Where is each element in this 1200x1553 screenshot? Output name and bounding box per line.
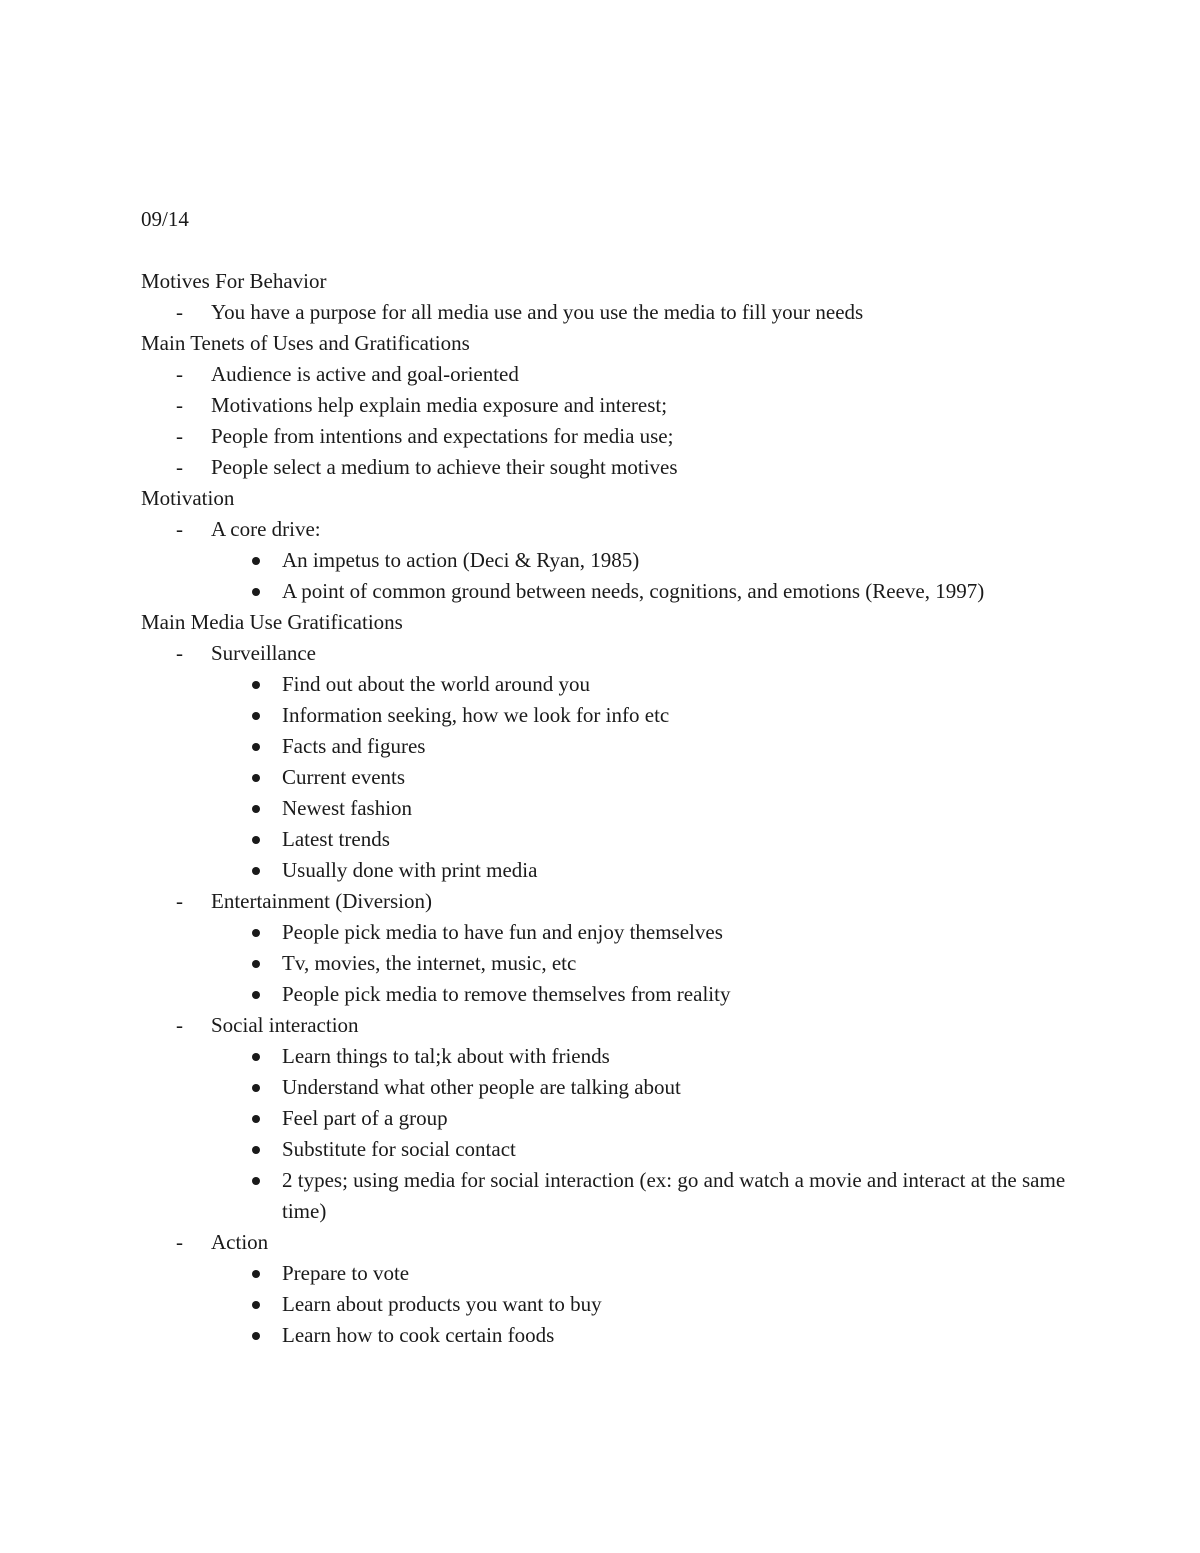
bullet-icon <box>252 1177 260 1185</box>
bullet-icon <box>252 681 260 689</box>
bullet-text: People pick media to have fun and enjoy themselves <box>282 920 723 944</box>
dash-marker: - <box>176 393 183 417</box>
list-item <box>141 359 1071 390</box>
bullet-icon <box>252 557 260 565</box>
bullet-text: A point of common ground between needs, cognitions, and emotions (Reeve, 1997) <box>282 579 985 603</box>
bullet-item <box>141 731 1072 762</box>
dash-marker: - <box>176 424 183 448</box>
list-item-text: Audience is active and goal-oriented <box>211 362 519 386</box>
bullet-text: Feel part of a group <box>282 1106 448 1130</box>
bullet-item <box>141 1320 1072 1351</box>
list-item <box>141 297 1071 328</box>
dash-marker: - <box>176 455 183 479</box>
section-heading-motives: Motives For Behavior <box>141 269 327 293</box>
bullet-item <box>141 1258 1072 1289</box>
bullet-icon <box>252 588 260 596</box>
note-date: 09/14 <box>141 207 189 231</box>
list-item-text: You have a purpose for all media use and you use the media to fill your needs <box>211 300 864 324</box>
bullet-icon <box>252 1115 260 1123</box>
bullet-icon <box>252 836 260 844</box>
list-item <box>141 421 1071 452</box>
list-item-text: Social interaction <box>211 1013 359 1037</box>
bullet-text: Learn about products you want to buy <box>282 1292 602 1316</box>
bullet-text: Current events <box>282 765 406 789</box>
bullet-item <box>141 1041 1072 1072</box>
bullet-icon <box>252 1053 260 1061</box>
bullet-icon <box>252 1332 260 1340</box>
bullet-text: People pick media to remove themselves from reality <box>282 982 731 1006</box>
bullet-text: Learn how to cook certain foods <box>282 1323 555 1347</box>
bullet-icon <box>252 929 260 937</box>
bullet-icon <box>252 991 260 999</box>
section-heading-motivation: Motivation <box>141 486 235 510</box>
bullet-item <box>141 855 1072 886</box>
bullet-icon <box>252 805 260 813</box>
bullet-text: Information seeking, how we look for info etc <box>282 703 670 727</box>
bullet-item <box>141 762 1072 793</box>
bullet-text: Latest trends <box>282 827 390 851</box>
list-item <box>141 452 1071 483</box>
bullet-item <box>141 700 1072 731</box>
list-item-text: Action <box>211 1230 269 1254</box>
list-item-text: People from intentions and expectations for media use; <box>211 424 674 448</box>
bullet-item <box>141 1103 1072 1134</box>
bullet-item <box>141 1072 1072 1103</box>
dash-marker: - <box>176 300 183 324</box>
dash-marker: - <box>176 517 183 541</box>
bullet-icon <box>252 774 260 782</box>
bullet-item <box>141 545 1072 576</box>
list-item <box>141 1227 1071 1258</box>
list-item-text: Motivations help explain media exposure and interest; <box>211 393 668 417</box>
bullet-item <box>141 917 1072 948</box>
notes-body <box>141 266 1071 1351</box>
list-item-text: A core drive: <box>211 517 321 541</box>
dash-marker: - <box>176 641 183 665</box>
bullet-text: 2 types; using media for social interaction (ex: go and watch a movie and interact at the same time) <box>282 1168 1066 1223</box>
bullet-item <box>141 979 1072 1010</box>
bullet-item <box>141 1165 1072 1227</box>
bullet-text: Learn things to tal;k about with friends <box>282 1044 610 1068</box>
list-item-text: Surveillance <box>211 641 316 665</box>
list-item <box>141 514 1071 545</box>
bullet-text: Substitute for social contact <box>282 1137 516 1161</box>
bullet-item <box>141 793 1072 824</box>
bullet-text: Understand what other people are talking about <box>282 1075 681 1099</box>
bullet-icon <box>252 743 260 751</box>
bullet-icon <box>252 1146 260 1154</box>
dash-marker: - <box>176 1230 183 1254</box>
bullet-item <box>141 1289 1072 1320</box>
list-item-text: Entertainment (Diversion) <box>211 889 433 913</box>
section-heading-tenets: Main Tenets of Uses and Gratifications <box>141 331 470 355</box>
bullet-text: Facts and figures <box>282 734 426 758</box>
bullet-text: Usually done with print media <box>282 858 538 882</box>
bullet-icon <box>252 1084 260 1092</box>
bullet-text: Newest fashion <box>282 796 413 820</box>
list-item <box>141 390 1071 421</box>
bullet-text: Tv, movies, the internet, music, etc <box>282 951 577 975</box>
bullet-text: Prepare to vote <box>282 1261 410 1285</box>
list-item <box>141 1010 1071 1041</box>
list-item-text: People select a medium to achieve their sought motives <box>211 455 678 479</box>
dash-marker: - <box>176 1013 183 1037</box>
bullet-item <box>141 576 1072 607</box>
bullet-item <box>141 1134 1072 1165</box>
bullet-icon <box>252 867 260 875</box>
section-heading-gratifications: Main Media Use Gratifications <box>141 610 403 634</box>
bullet-icon <box>252 1270 260 1278</box>
bullet-item <box>141 669 1072 700</box>
bullet-icon <box>252 960 260 968</box>
bullet-item <box>141 948 1072 979</box>
bullet-text: Find out about the world around you <box>282 672 590 696</box>
dash-marker: - <box>176 362 183 386</box>
bullet-icon <box>252 712 260 720</box>
bullet-text: An impetus to action (Deci & Ryan, 1985) <box>282 548 640 572</box>
bullet-item <box>141 824 1072 855</box>
list-item <box>141 638 1071 669</box>
bullet-icon <box>252 1301 260 1309</box>
list-item <box>141 886 1071 917</box>
dash-marker: - <box>176 889 183 913</box>
